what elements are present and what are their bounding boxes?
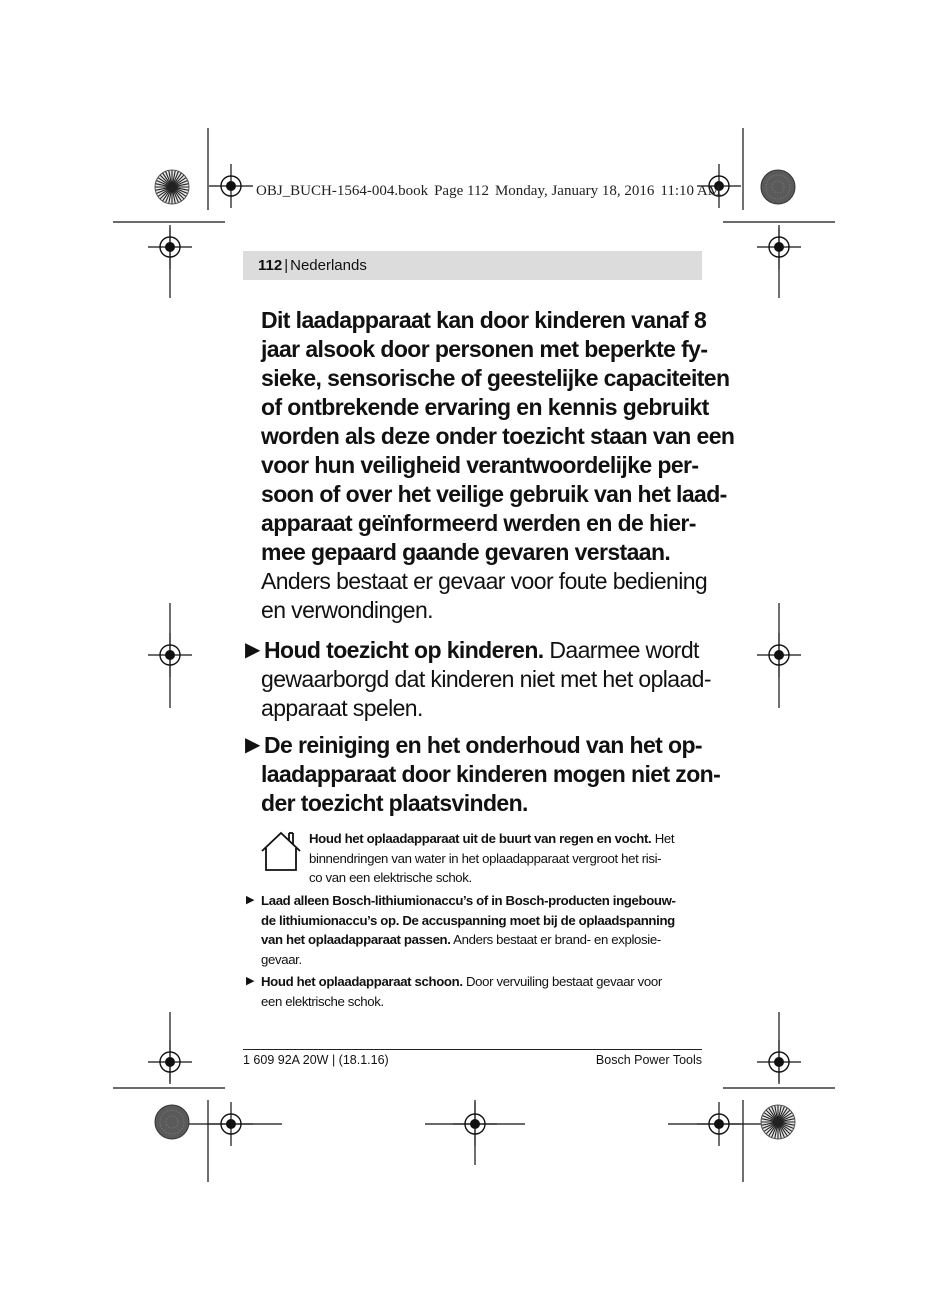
header-separator: | <box>284 257 289 274</box>
intro-line: worden als deze onder toezicht staan van een <box>261 423 735 449</box>
footer-rule <box>243 1049 702 1050</box>
bullet-bold-text: Houd toezicht op kinderen. <box>264 637 544 663</box>
bullet-line: gevaar. <box>261 951 302 967</box>
small-bullet-batteries <box>261 891 676 969</box>
bullet-line: gewaarborgd dat kinderen niet met het oplaad- <box>261 666 711 692</box>
note-bold-text: Houd het oplaadapparaat uit de buurt van regen en vocht. <box>309 831 652 846</box>
intro-line: apparaat geïnformeerd werden en de hier- <box>261 510 696 536</box>
bullet-text: Anders bestaat er brand- en explosie- <box>450 932 661 947</box>
indoor-note <box>309 829 674 888</box>
slug-time: 11:10 AM <box>660 183 722 199</box>
note-line: binnendringen van water in het oplaadapparaat vergroot het risi- <box>309 850 662 866</box>
bullet-bold-text: Houd het oplaadapparaat schoon. <box>261 974 463 989</box>
intro-line: of ontbrekende ervaring en kennis gebruikt <box>261 394 709 420</box>
bullet-bold-text: van het oplaadapparaat passen. <box>261 932 451 947</box>
bullet-marker: ▶ <box>246 894 255 906</box>
slug-book: OBJ_BUCH-1564-004.book <box>256 183 429 199</box>
intro-line: jaar alsook door personen met beperkte fy- <box>261 336 708 362</box>
footer-doc-number: 1 609 92A 20W | (18.1.16) <box>243 1053 389 1067</box>
bullet-line: Laad alleen Bosch-lithiumionaccu’s of in Bosch-producten ingebouw- <box>261 893 676 908</box>
footer-brand: Bosch Power Tools <box>595 1053 702 1067</box>
file-slug-line <box>256 183 727 200</box>
bullet-text: Door vervuiling bestaat gevaar voor <box>462 974 662 989</box>
small-bullet-clean <box>261 972 662 1011</box>
large-bullet-cleaning-cont <box>261 760 720 818</box>
house-indoor-use-icon <box>262 833 300 870</box>
bullet-line: de lithiumionaccu’s op. De accuspanning moet bij de oplaadspanning <box>261 912 675 928</box>
intro-line: Anders bestaat er gevaar voor foute bediening <box>261 568 708 594</box>
header-language: Nederlands <box>290 257 367 274</box>
note-line: co van een elektrische schok. <box>309 870 472 885</box>
intro-line: soon of over het veilige gebruik van het laad- <box>261 481 727 507</box>
bullet-line: der toezicht plaatsvinden. <box>261 790 528 816</box>
bullet-line: een elektrische schok. <box>261 993 384 1009</box>
bullet-marker: ▶ <box>246 975 255 987</box>
slug-page: Page 112 <box>434 183 489 199</box>
intro-line: en verwondingen. <box>261 597 433 623</box>
large-bullet-supervise <box>264 636 699 665</box>
intro-line: mee gepaard gaande gevaren verstaan. <box>261 539 671 565</box>
large-bullet-supervise-cont <box>261 665 711 723</box>
intro-line: sieke, sensorische of geestelijke capaciteiten <box>261 365 730 391</box>
bullet-line: laadapparaat door kinderen mogen niet zon- <box>261 761 721 787</box>
bullet-marker: ▶ <box>245 639 261 661</box>
bullet-line: apparaat spelen. <box>261 695 423 721</box>
slug-date: Monday, January 18, 2016 <box>494 183 655 199</box>
intro-warning <box>261 306 734 625</box>
bullet-text: Daarmee wordt <box>543 637 699 663</box>
bullet-marker: ▶ <box>245 734 261 756</box>
large-bullet-cleaning <box>264 731 702 760</box>
bullet-line: De reiniging en het onderhoud van het op- <box>264 732 702 758</box>
note-text: Het <box>651 831 675 846</box>
page-header <box>243 251 702 280</box>
page-number: 112 <box>258 257 283 274</box>
intro-line: Dit laadapparaat kan door kinderen vanaf 8 <box>261 307 707 333</box>
intro-line: voor hun veiligheid verantwoordelijke per- <box>261 452 699 478</box>
